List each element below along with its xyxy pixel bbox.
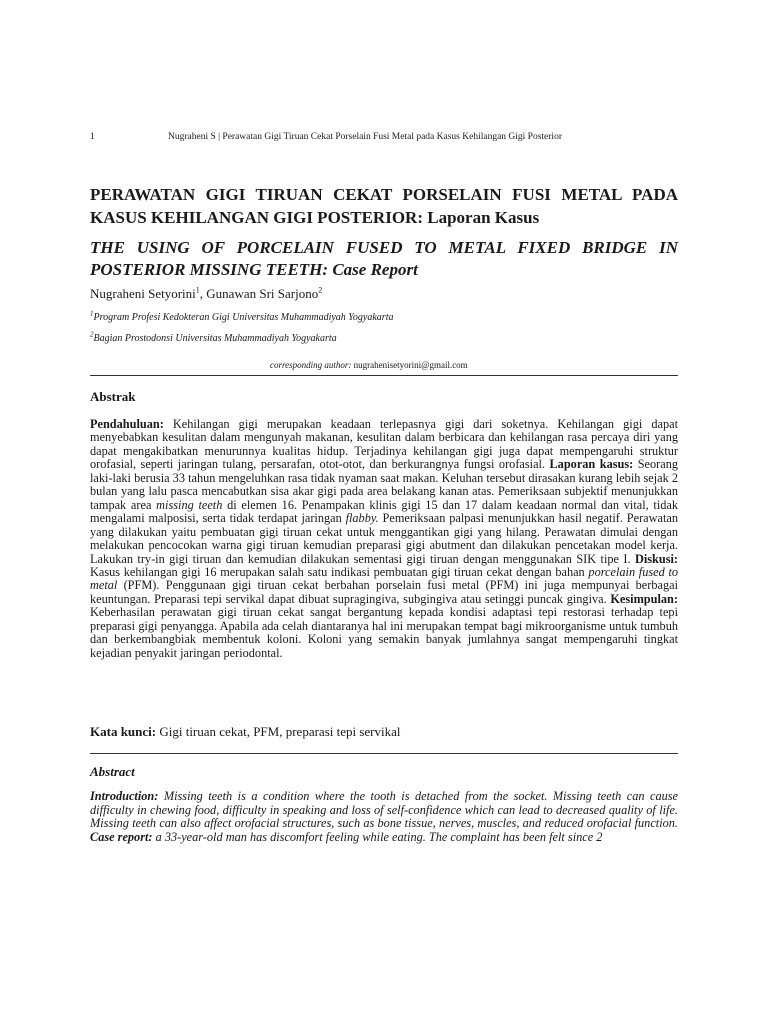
running-title: Nugraheni S | Perawatan Gigi Tiruan Cekat Porselain Fusi Metal pada Kasus Kehilangan Gigi Posterior: [168, 132, 562, 142]
body-text: Kasus kehilangan gigi 16 merupakan salah satu indikasi pembuatan gigi tiruan cekat dengan bahan: [90, 564, 589, 579]
author-affiliation-mark: 2: [318, 285, 323, 295]
author-name: Gunawan Sri Sarjono: [206, 286, 319, 301]
affiliation-text: Bagian Prostodonsi Universitas Muhammadiyah Yogyakarta: [93, 333, 337, 344]
section-label: Laporan kasus:: [549, 457, 634, 472]
section-label: Introduction:: [90, 789, 159, 803]
body-text: Keberhasilan perawatan gigi tiruan cekat sangat bergantung kepada kondisi adaptasi tepi restorasi terhadap tepi preparasi gigi penyangga. Apabila ada celah diantaranya hal ini merupakan tempat bagi mikroorganisme untuk tumbuh dan berkembangbiak membentuk koloni. Koloni yang semakin banyak jumlahnya sangat mempengaruhi tingkat kejadian penyakit jaringan periodontal.: [90, 605, 678, 660]
italic-term: missing teeth: [156, 497, 223, 512]
title-english-main: THE USING OF PORCELAIN FUSED TO METAL FIXED BRIDGE IN POSTERIOR MISSING TEETH:: [90, 238, 678, 279]
divider: [90, 753, 678, 754]
abstract-heading: Abstract: [90, 764, 135, 779]
author-name: Nugraheni Setyorini: [90, 286, 196, 301]
body-text: di elemen 16. Penampakan klinis gigi 15 dan 17 dalam keadaan normal dan vital, tidak mengalami malposisi, serta tidak terdapat jaringan: [90, 497, 679, 526]
affiliation-text: Program Profesi Kedokteran Gigi Universitas Muhammadiyah Yogyakarta: [93, 312, 394, 323]
running-header: [90, 131, 678, 143]
corresponding-author-email: nugrahenisetyorini@gmail.com: [351, 360, 468, 370]
body-text: Seorang laki-laki berusia 33 tahun mengeluhkan rasa tidak nyaman saat makan. Keluhan tersebut dirasakan kurang lebih sejak 2 bulan yang lalu pasca mencabutkan sisa akar gigi pada area belakang kanan atas. Pemeriksaan subjektif menunjukkan tampak area: [90, 457, 678, 512]
section-label: Diskusi:: [634, 551, 678, 566]
abstract-paragraph: [90, 790, 678, 844]
title-indonesian: [90, 183, 678, 229]
title-indonesian-main: PERAWATAN GIGI TIRUAN CEKAT PORSELAIN FUSI METAL PADA KASUS KEHILANGAN GIGI POSTERIOR:: [90, 185, 678, 227]
title-english-tail: Case Report: [332, 260, 418, 279]
corresponding-author-label: corresponding author:: [270, 360, 352, 370]
body-text: a 33-year-old man has discomfort feeling while eating. The complaint has been felt since 2: [152, 829, 603, 844]
affiliation: [90, 332, 337, 345]
body-text: Pemeriksaan palpasi menunjukkan hasil negatif. Perawatan yang dilakukan yaitu pembuatan gigi tiruan cekat untuk menggantikan gigi yang hilang. Perawatan dimulai dengan melakukan pencocokan warna gigi tiruan kemudian preparasi gigi abutment dan dilakukan pencetakan model kerja. Lakukan try-in gigi tiruan dan kemudian dilakukan sementasi gigi tiruan dengan menggunakan SIK tipe I.: [90, 511, 678, 566]
section-label: Kesimpulan:: [610, 591, 678, 606]
section-label: Pendahuluan:: [90, 417, 164, 431]
affiliation-mark: 2: [90, 330, 94, 339]
author-list: [90, 285, 322, 302]
keywords-label: Kata kunci:: [90, 724, 157, 739]
body-text: (PFM). Penggunaan gigi tiruan cekat berbahan porselain fusi metal (PFM) ini juga mempunyai berbagai keuntungan. Preparasi tepi servikal dapat dibuat supragingiva, subgingiva atau setinggi puncak gingiva.: [90, 578, 678, 606]
affiliation: [90, 311, 393, 324]
corresponding-author: [270, 360, 468, 371]
section-label: Case report:: [90, 829, 153, 844]
abstrak-heading: Abstrak: [90, 389, 136, 404]
author-separator: ,: [199, 286, 207, 301]
abstrak-paragraph: [90, 418, 678, 660]
italic-term: porcelain fused to metal: [90, 564, 679, 593]
italic-term: flabby.: [345, 511, 379, 526]
title-english: [90, 237, 678, 281]
keywords-text: Gigi tiruan cekat, PFM, preparasi tepi servikal: [156, 724, 401, 739]
body-text: Kehilangan gigi merupakan keadaan terlepasnya gigi dari soketnya. Kehilangan gigi dapat menyebabkan kesulitan dalam mengunyah makanan, kesulitan dalam berbicara dan kehilangan rasa percaya diri yang dapat mengakibatkan menurunnya kualitas hidup. Terjadinya kehilangan gigi juga dapat mempengaruhi struktur orofasial, seperti jaringan tulang, persarafan, otot-otot, dan berkurangnya fungsi orofasial.: [90, 417, 678, 472]
body-text: Missing teeth is a condition where the tooth is detached from the socket. Missing teeth can cause difficulty in chewing food, difficulty in speaking and loss of self-confidence which can lead to decreased quality of life. Missing teeth can also affect orofacial structures, such as bone tissue, nerves, muscles, and reduced orofacial function.: [90, 789, 678, 830]
affiliation-mark: 1: [90, 309, 94, 318]
author-affiliation-mark: 1: [195, 285, 200, 295]
page-number: 1: [90, 132, 95, 142]
divider: [90, 375, 678, 376]
title-indonesian-tail: Laporan Kasus: [427, 208, 540, 227]
keywords: [90, 724, 401, 740]
